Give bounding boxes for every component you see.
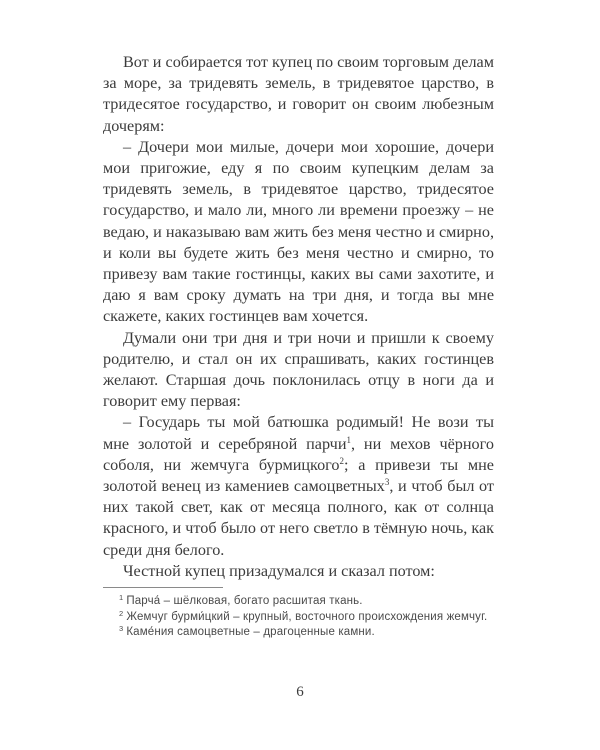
paragraph-4 [103,412,494,560]
paragraph-5: Честной купец призадумался и сказал потом: [123,561,435,580]
paragraph-1: Вот и собирается тот купец по своим торговым делам за море, за тридевять земель, в тридевятое царство, в тридесятое государство, и говорит он своим любезным дочерям: [103,53,494,135]
footnote-2 [103,610,494,626]
footnote-number: 3 [119,624,124,634]
footnote-number: 2 [119,608,124,618]
footnote-ref-1: 1 [346,434,351,445]
paragraph-4-part-1: – Государь ты мой батюшка родимый! Не вози ты мне золотой и серебряной парчи [103,413,494,453]
paragraph-4-part-3: ; а привези ты мне золотой венец из камениев самоцветных [103,455,494,496]
footnote-text: Жемчуг бурми́цкий – крупный, восточного происхождения жемчуг. [126,610,488,623]
paragraph-4-part-2: , ни мехов чёрного соболя, ни жемчуга бурмицкого [103,434,494,474]
paragraph-2: – Дочери мои милые, дочери мои хорошие, дочери мои пригожие, еду я по своим купецким делам за тридевять земель, в тридевятое царство, тридесятое государство, и мало ли, много ли времени проезжу – не ведаю, и наказываю вам жить без меня честно и смирно, и коли вы будете жить без меня честно и смирно, то привезу вам такие гостинцы, каких вы сами захотите, и даю я вам сроку думать на три дня, и тогда вы мне скажете, каких гостинцев вам хочется. [103,137,494,326]
page-content [103,52,494,641]
footnote-text: Парча́ – шёлковая, богато расшитая ткань. [126,595,363,608]
footnote-divider [103,587,223,588]
page-number: 6 [296,684,304,700]
footnote-number: 1 [119,593,124,603]
footnote-1 [103,594,494,610]
paragraph-3: Думали они три дня и три ночи и пришли к своему родителю, и стал он их спрашивать, каких гостинцев желают. Старшая дочь поклонилась отцу в ноги да и говорит ему первая: [103,328,494,411]
footnotes [103,594,494,641]
footnote-3 [103,625,494,641]
footnote-text: Каме́ния самоцветные – драгоценные камни. [126,626,375,639]
footnote-ref-3: 3 [384,477,390,488]
main-text [103,52,494,582]
paragraph-4-part-4: , и чтоб был от них такой свет, как от месяца полного, как от солнца красного, и чтоб было от него светло в тёмную ночь, как среди дня белого. [103,477,495,559]
footnote-ref-2: 2 [339,455,344,466]
